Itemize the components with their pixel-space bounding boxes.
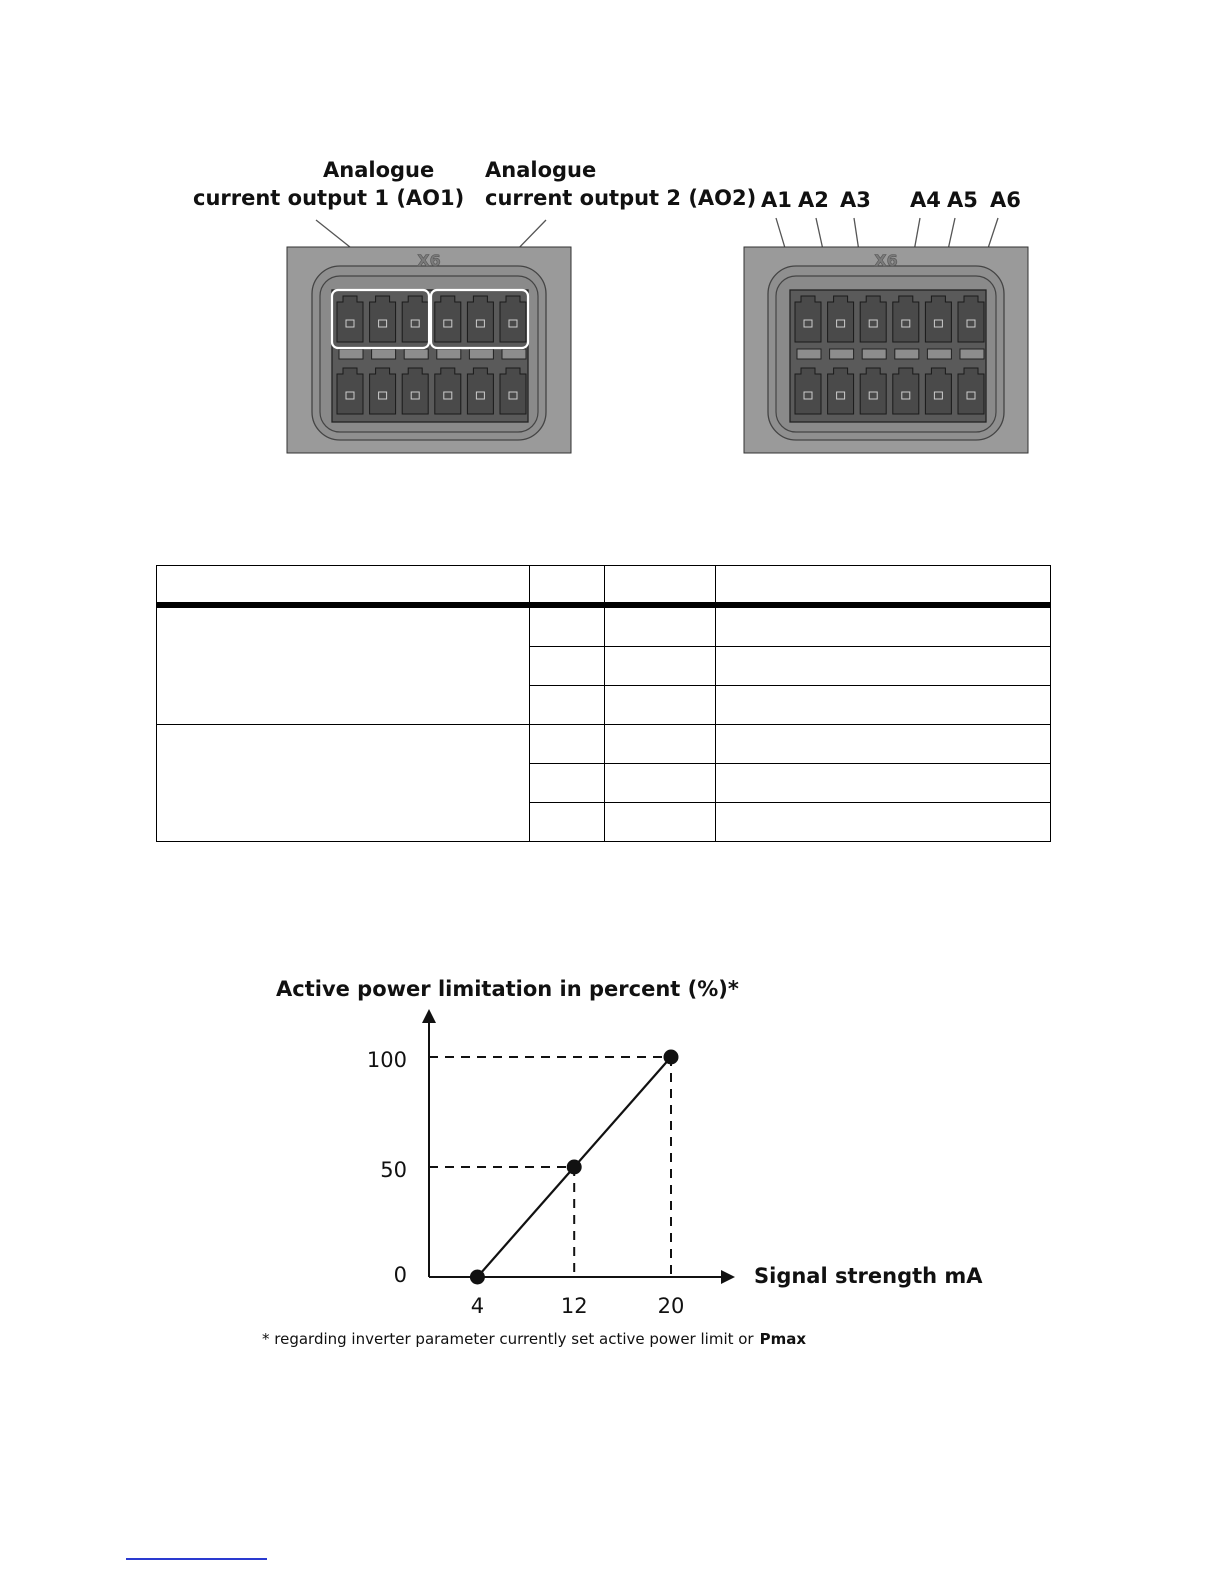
terminal-separator — [862, 349, 886, 359]
table-cell — [530, 803, 605, 842]
table-cell — [716, 647, 1051, 686]
ao1-label-line2: current output 1 (AO1) — [193, 186, 465, 210]
y-tick-label: 50 — [380, 1158, 407, 1182]
table-cell — [716, 686, 1051, 725]
data-point — [470, 1270, 485, 1285]
table-cell — [716, 725, 1051, 764]
table-row — [157, 605, 1051, 647]
x-tick-label: 4 — [470, 1294, 485, 1318]
table-cell — [605, 764, 716, 803]
chart-title: Active power limitation in percent (%)* — [276, 977, 739, 1001]
terminal-pin — [958, 296, 984, 342]
terminal-pin — [893, 296, 919, 342]
y-tick-label: 100 — [366, 1048, 407, 1072]
chart-footnote — [262, 1330, 806, 1348]
terminal-pin — [958, 368, 984, 414]
header-cell-1 — [157, 566, 530, 606]
y-tick-label: 0 — [393, 1263, 407, 1287]
chart-footnote-text: * regarding inverter parameter currently set active power limit or — [262, 1330, 754, 1348]
pin-label-a3: A3 — [840, 188, 871, 212]
terminal-separator — [895, 349, 919, 359]
terminal-pin — [860, 368, 886, 414]
terminal-pin — [860, 296, 886, 342]
group-cell-1 — [157, 605, 530, 725]
terminal-separator — [927, 349, 951, 359]
x-tick-label: 12 — [560, 1294, 588, 1318]
pin-label-a6: A6 — [990, 188, 1021, 212]
ao2-label-line2: current output 2 (AO2) — [485, 186, 757, 210]
table-cell — [530, 725, 605, 764]
header-cell-2 — [530, 566, 605, 606]
terminal-separator — [797, 349, 821, 359]
table-cell — [716, 605, 1051, 647]
pin-label-a4: A4 — [910, 188, 941, 212]
terminal-separator — [830, 349, 854, 359]
group-cell-2 — [157, 725, 530, 842]
footer-link-rule — [126, 1558, 267, 1560]
table-cell — [530, 647, 605, 686]
terminal-pin — [893, 368, 919, 414]
table-header-row — [157, 566, 1051, 606]
ao1-label-line1: Analogue — [323, 158, 435, 182]
pin-label-a1: A1 — [761, 188, 792, 212]
x-tick-label: 20 — [657, 1294, 685, 1318]
table-row — [157, 725, 1051, 764]
table-cell — [530, 605, 605, 647]
right-terminal-figure — [0, 0, 1224, 470]
table-cell — [605, 686, 716, 725]
table-cell — [530, 764, 605, 803]
terminal-pin — [795, 368, 821, 414]
terminal-assignment-table — [156, 565, 1051, 842]
table-cell — [605, 647, 716, 686]
table-cell — [716, 764, 1051, 803]
terminal-pin — [828, 296, 854, 342]
header-cell-4 — [716, 566, 1051, 606]
terminal-separator — [960, 349, 984, 359]
table-cell — [605, 725, 716, 764]
data-point — [664, 1050, 679, 1065]
pin-label-a5: A5 — [947, 188, 978, 212]
right-connector-label: X6 — [874, 251, 898, 270]
data-point — [567, 1160, 582, 1175]
left-connector-label: X6 — [417, 251, 441, 270]
header-cell-3 — [605, 566, 716, 606]
terminal-pin — [828, 368, 854, 414]
terminal-pin — [925, 296, 951, 342]
power-limitation-chart — [0, 960, 1224, 1360]
terminal-pin — [925, 368, 951, 414]
table-cell — [605, 605, 716, 647]
table-cell — [716, 803, 1051, 842]
terminal-pin — [795, 296, 821, 342]
table-cell — [530, 686, 605, 725]
x-axis-label: Signal strength mA — [754, 1264, 983, 1288]
ao2-label-line1: Analogue — [485, 158, 597, 182]
pin-label-a2: A2 — [798, 188, 829, 212]
chart-footnote-pmax: Pmax — [759, 1330, 807, 1348]
table-cell — [605, 803, 716, 842]
